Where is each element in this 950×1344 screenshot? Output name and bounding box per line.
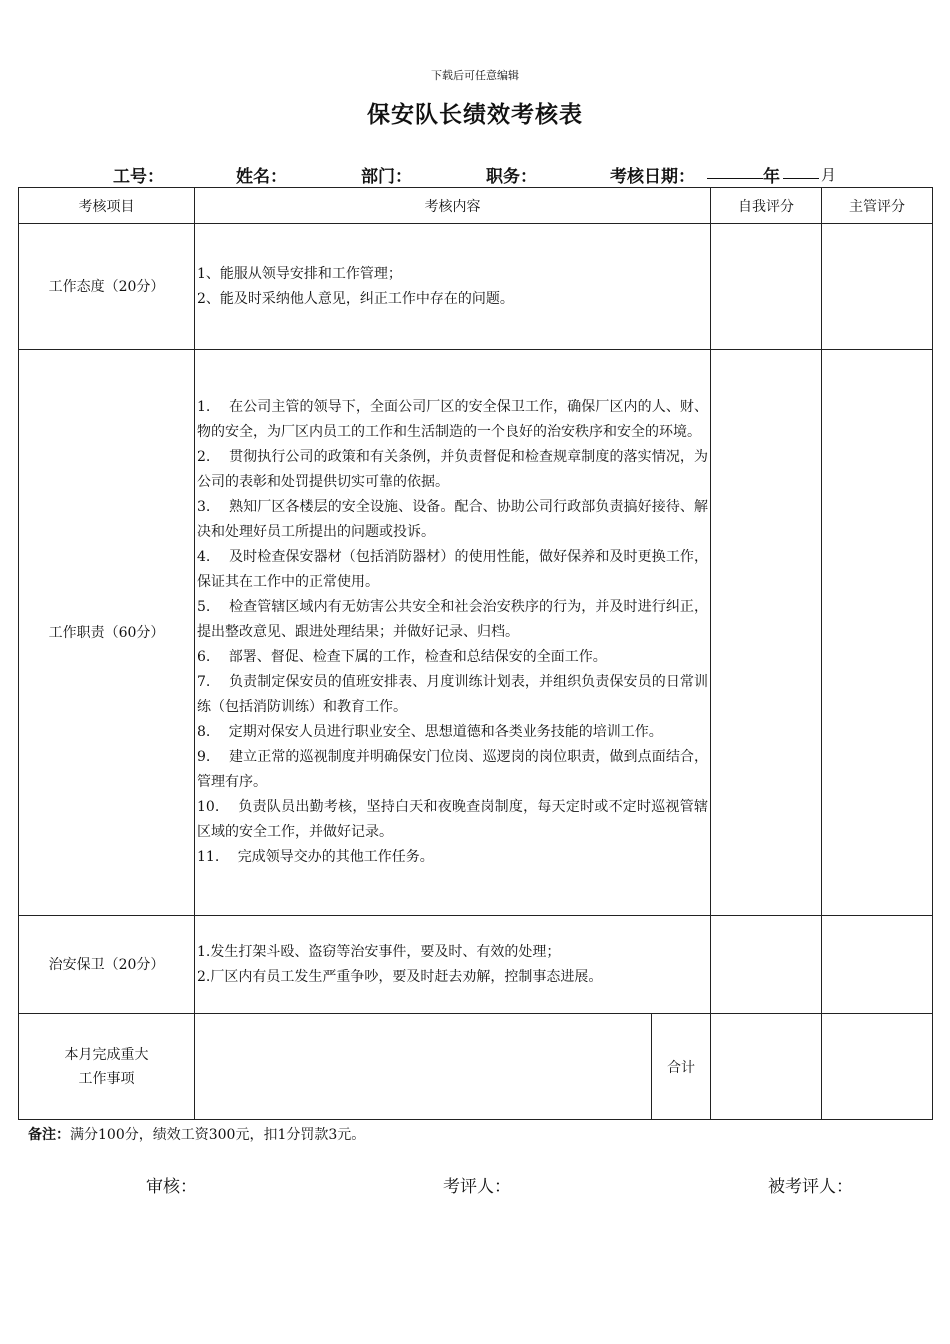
item-major-work-line1: 本月完成重大 <box>64 1046 149 1063</box>
date-label: 考核日期： <box>610 167 695 187</box>
manager-total-cell[interactable] <box>822 1014 933 1120</box>
list-item: 2、能及时采纳他人意见，纠正工作中存在的问题。 <box>197 290 514 307</box>
manager-score-cell[interactable] <box>822 224 933 350</box>
self-score-cell[interactable] <box>711 350 822 916</box>
table-header-row <box>19 188 933 224</box>
employee-id-label: 工号： <box>113 167 164 187</box>
list-item: 10. 负责队员出勤考核，坚持白天和夜晚查岗制度，每天定时或不定时巡视管辖区域的安全工作，并做好记录。 <box>197 799 708 840</box>
form-title: 保安队长绩效考核表 <box>367 101 583 128</box>
list-item: 1. 在公司主管的领导下，全面公司厂区的安全保卫工作，确保厂区内的人、财、物的安全，为厂区内员工的工作和生活制造的一个良好的治安秩序和安全的环境。 <box>197 399 708 440</box>
self-score-cell[interactable] <box>711 916 822 1014</box>
total-label: 合计 <box>652 1014 711 1120</box>
list-item: 1、能服从领导安排和工作管理； <box>197 265 402 282</box>
manager-score-cell[interactable] <box>822 350 933 916</box>
review-signature-label: 审核： <box>146 1177 197 1197</box>
header-content: 考核内容 <box>195 188 711 224</box>
list-item: 8. 定期对保安人员进行职业安全、思想道德和各类业务技能的培训工作。 <box>197 724 663 740</box>
list-item: 4. 及时检查保安器材（包括消防器材）的使用性能，做好保养和及时更换工作，保证其在工作中的正常使用。 <box>197 549 708 590</box>
list-item: 2. 贯彻执行公司的政策和有关条例，并负责督促和检查规章制度的落实情况，为公司的表彰和处罚提供切实可靠的依据。 <box>197 449 708 490</box>
year-blank[interactable] <box>707 162 763 179</box>
remark <box>28 1124 365 1144</box>
table-row <box>19 1014 933 1120</box>
self-score-cell[interactable] <box>711 224 822 350</box>
item-attitude: 工作态度（20分） <box>19 224 195 350</box>
header-manager-score: 主管评分 <box>822 188 933 224</box>
form-meta-row <box>0 160 950 188</box>
evaluator-signature-label: 考评人： <box>443 1177 511 1197</box>
major-work-content-cell[interactable] <box>195 1014 652 1120</box>
list-item: 6. 部署、督促、检查下属的工作，检查和总结保安的全面工作。 <box>197 649 607 665</box>
dept-label: 部门： <box>361 167 412 187</box>
item-major-work-line2: 工作事项 <box>78 1070 135 1087</box>
table-row <box>19 224 933 350</box>
content-duties <box>195 350 711 916</box>
year-label: 年 <box>763 167 780 187</box>
item-major-work <box>19 1014 195 1120</box>
item-security: 治安保卫（20分） <box>19 916 195 1014</box>
download-watermark: 下载后可任意编辑 <box>431 69 519 82</box>
remark-text: 满分100分，绩效工资300元，扣1分罚款3元。 <box>70 1127 366 1143</box>
table-row <box>19 350 933 916</box>
assessment-table <box>18 187 933 1120</box>
self-total-cell[interactable] <box>711 1014 822 1120</box>
list-item: 7. 负责制定保安员的值班安排表、月度训练计划表，并组织负责保安员的日常训练（包括消防训练）和教育工作。 <box>197 674 708 715</box>
list-item: 3. 熟知厂区各楼层的安全设施、设备。配合、协助公司行政部负责搞好接待、解决和处理好员工所提出的问题或投诉。 <box>197 499 708 540</box>
evaluatee-signature-label: 被考评人： <box>768 1177 853 1197</box>
table-row <box>19 916 933 1014</box>
header-item: 考核项目 <box>19 188 195 224</box>
content-attitude <box>195 224 711 350</box>
month-label: 月 <box>821 166 837 184</box>
header-self-score: 自我评分 <box>711 188 822 224</box>
manager-score-cell[interactable] <box>822 916 933 1014</box>
list-item: 5. 检查管辖区域内有无妨害公共安全和社会治安秩序的行为，并及时进行纠正，提出整改意见、跟进处理结果；并做好记录、归档。 <box>197 599 708 640</box>
position-label: 职务： <box>486 167 537 187</box>
remark-label: 备注： <box>28 1127 70 1143</box>
name-label: 姓名： <box>236 167 287 187</box>
list-item: 11. 完成领导交办的其他工作任务。 <box>197 849 434 865</box>
list-item: 2.厂区内有员工发生严重争吵，要及时赶去劝解，控制事态进展。 <box>197 968 603 985</box>
item-duties: 工作职责（60分） <box>19 350 195 916</box>
content-security <box>195 916 711 1014</box>
list-item: 1.发生打架斗殴、盗窃等治安事件，要及时、有效的处理； <box>197 943 561 960</box>
month-blank[interactable] <box>783 162 819 179</box>
list-item: 9. 建立正常的巡视制度并明确保安门位岗、巡逻岗的岗位职责，做到点面结合，管理有序。 <box>197 749 708 790</box>
